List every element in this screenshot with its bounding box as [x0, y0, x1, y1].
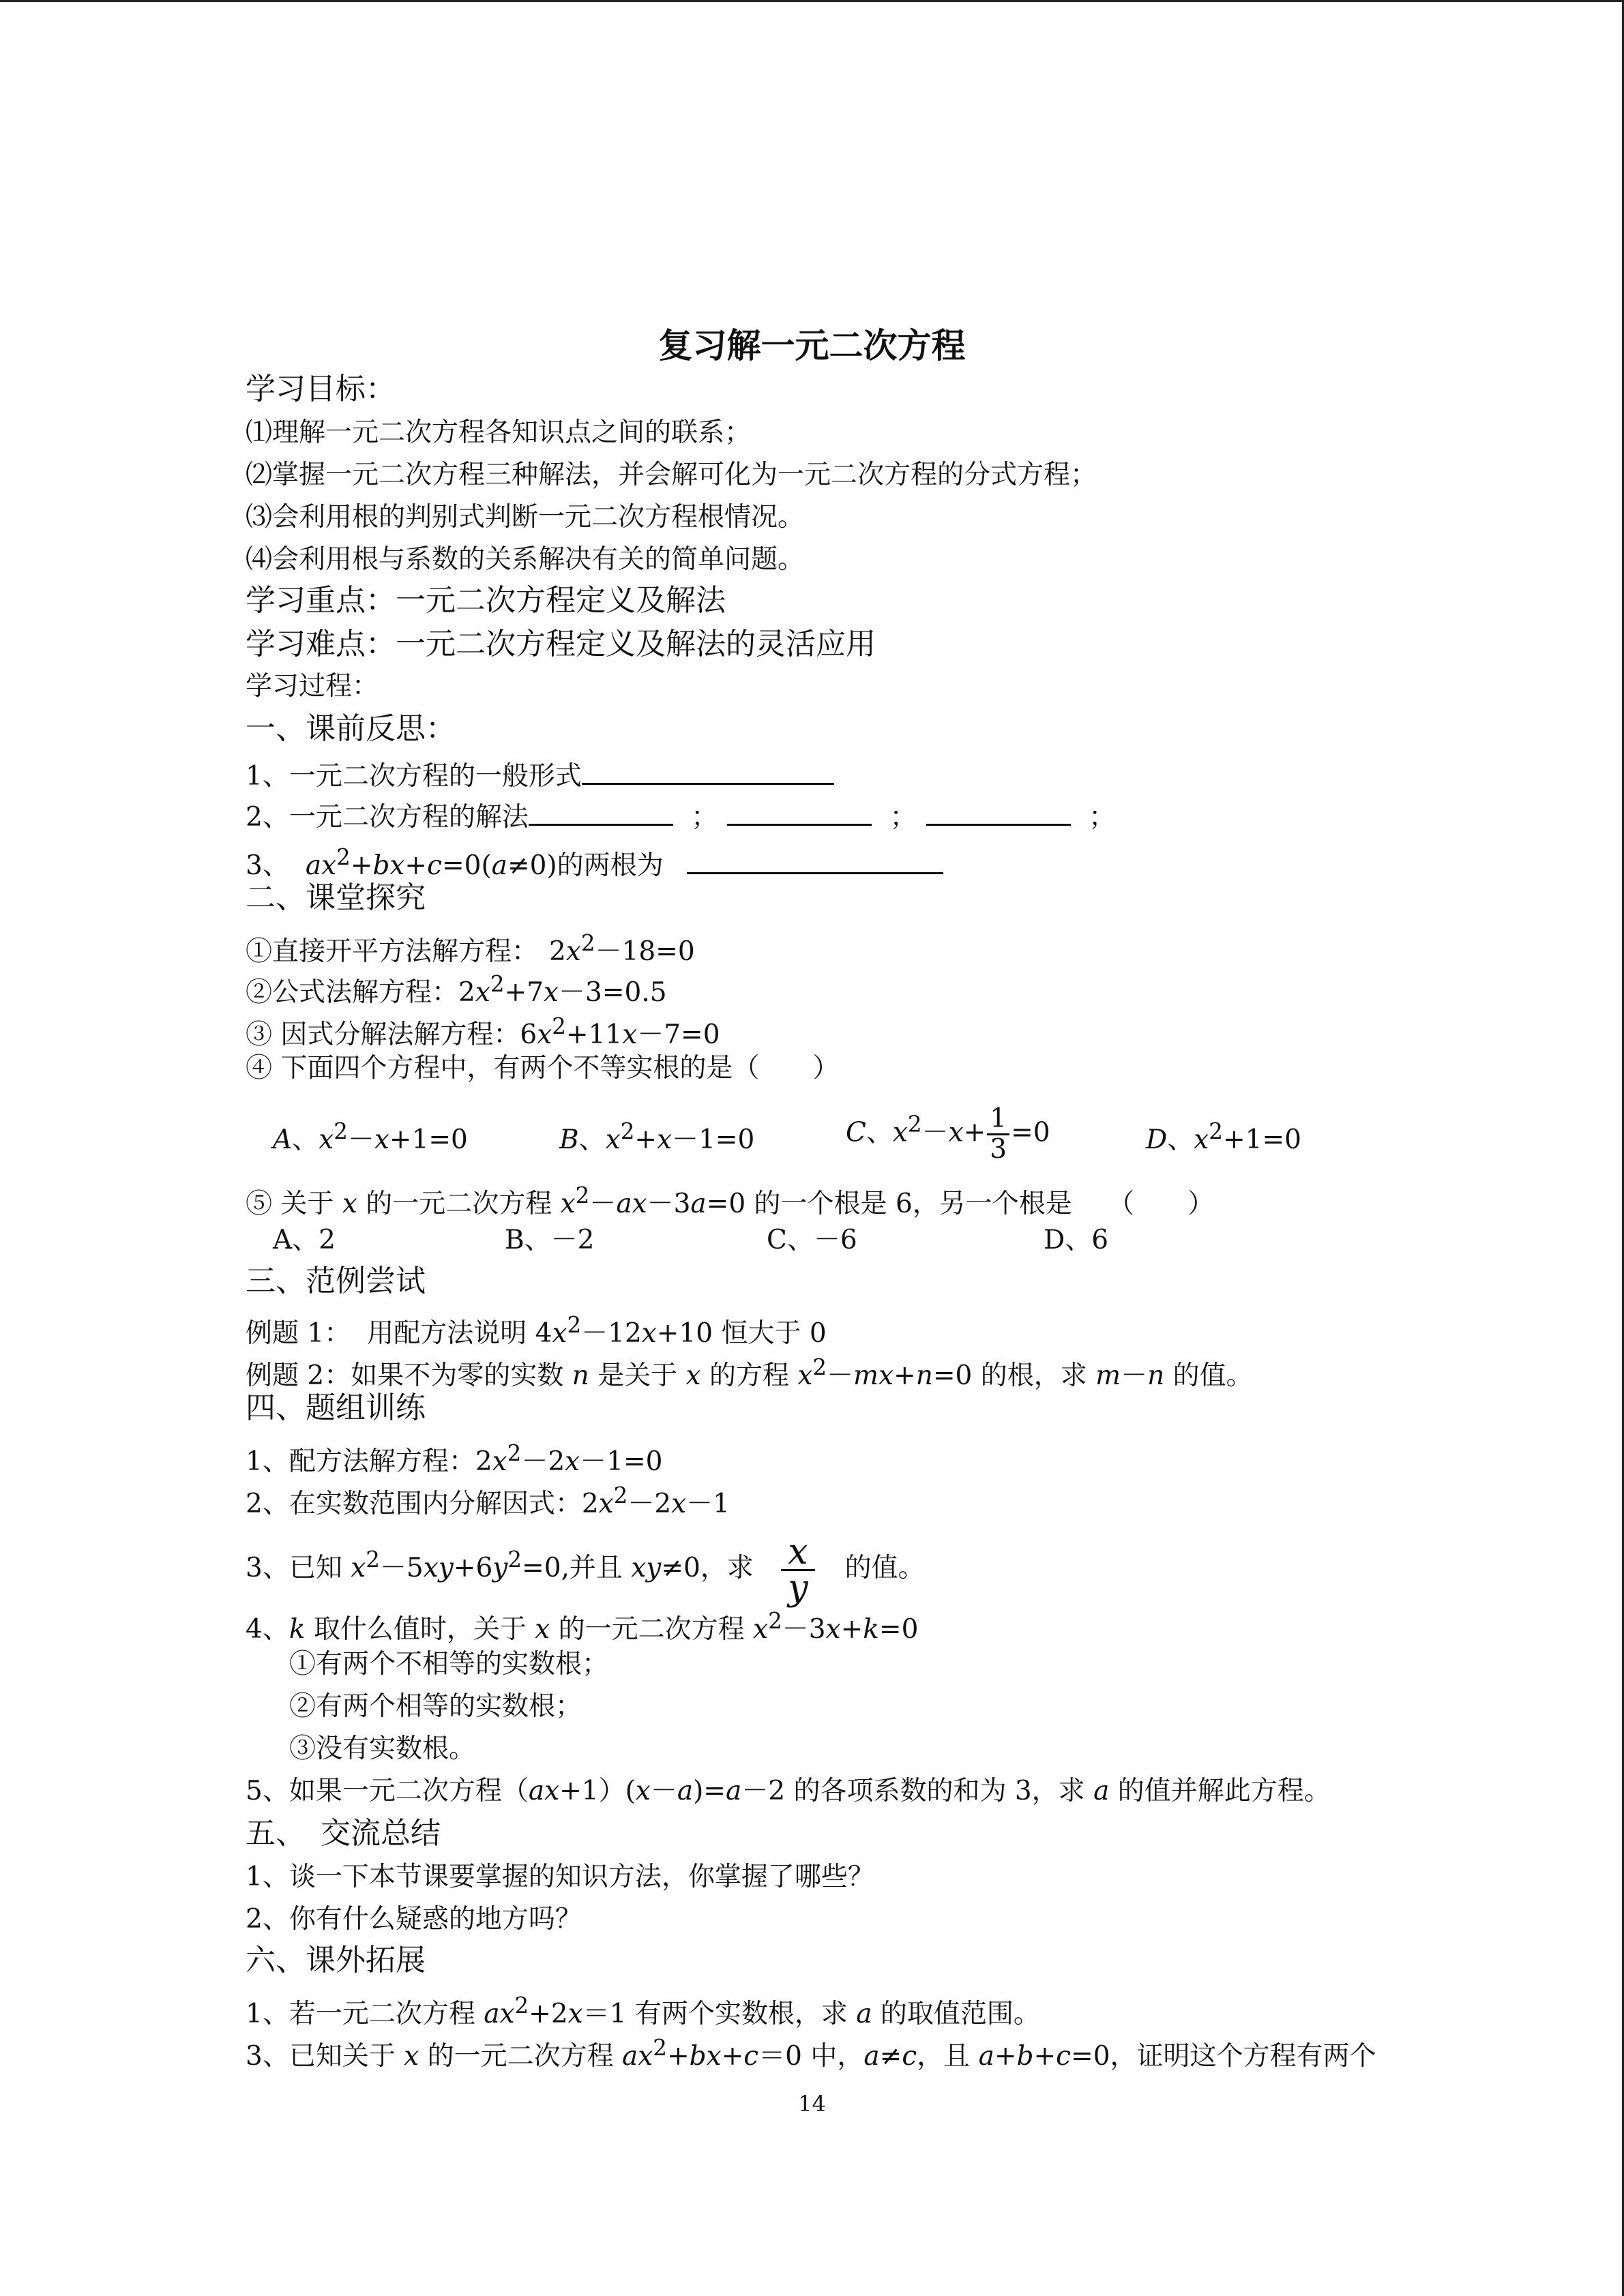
option-d: D、$x^2+1=0$	[1146, 1118, 1301, 1155]
s4-q4-sub-1: ①有两个不相等的实数根；	[289, 1649, 609, 1680]
s1-question-2: 2、一元二次方程的解法 ； ； ；	[246, 798, 1115, 835]
example-1: 例题 1： 用配方法说明 $4x^2-12x+10$ 恒大于 0	[246, 1312, 827, 1349]
x-over-y-fraction: $\frac{x}{y}$	[781, 1535, 814, 1605]
objectives-heading: 学习目标：	[246, 372, 396, 406]
section-2-heading: 二、课堂探究	[246, 880, 426, 915]
example-2: 例题 2：如果不为零的实数 n 是关于 x 的方程 $x^2-mx+n=0$ 的根，求 m－n 的值。	[246, 1354, 1253, 1391]
section-1-heading: 一、课前反思：	[246, 711, 456, 746]
s1-question-1: 1、一元二次方程的一般形式	[246, 757, 834, 794]
s2-question-2: ②公式法解方程：$2x^2+7x-3=0.5$	[246, 971, 667, 1008]
page-number: 14	[798, 2091, 826, 2117]
fraction: $\frac{1}{3}$	[987, 1105, 1009, 1164]
process-heading: 学习过程：	[246, 671, 379, 702]
section-5-heading: 五、 交流总结	[246, 1816, 441, 1851]
answer-blank[interactable]	[582, 757, 834, 785]
objective-4: ⑷会利用根与系数的关系解决有关的简单问题。	[246, 544, 805, 575]
s5-question-1: 1、谈一下本节课要掌握的知识方法，你掌握了哪些？	[246, 1862, 874, 1892]
s4-question-4: 4、k 取什么值时，关于 x 的一元二次方程 $x^2-3x+k=0$	[246, 1608, 919, 1645]
s6-question-3: 3、已知关于 x 的一元二次方程 $ax^2+bx+c=0$ 中，a≠c，且 a+b+c=0，证明这个方程有两个	[246, 2035, 1376, 2072]
s2-question-1: ①直接开平方法解方程： $2x^2-18=0$	[246, 930, 695, 967]
answer-blank[interactable]	[687, 846, 943, 874]
key-point: 学习重点：一元二次方程定义及解法	[246, 583, 726, 618]
s4-q4-sub-2: ②有两个相等的实数根；	[289, 1691, 582, 1722]
s2-question-4: ④ 下面四个方程中，有两个不等实根的是（ ）	[246, 1053, 840, 1084]
s4-q4-sub-3: ③没有实数根。	[289, 1733, 476, 1764]
answer-blank[interactable]	[727, 798, 872, 826]
page-border	[0, 0, 1624, 2]
objective-1: ⑴理解一元二次方程各知识点之间的联系；	[246, 417, 752, 448]
section-3-heading: 三、范例尝试	[246, 1264, 426, 1298]
s2-question-5: ⑤ 关于 x 的一元二次方程 $x^2-ax-3a=0$ 的一个根是 6，另一个根是 （ ）	[246, 1182, 1215, 1219]
section-4-heading: 四、题组训练	[246, 1390, 426, 1425]
s6-question-1: 1、若一元二次方程 $ax^2+2x=1$ 有两个实数根，求 a 的取值范围。	[246, 1993, 1040, 2029]
answer-blank[interactable]	[926, 798, 1071, 826]
s1-question-3: 3、 $ax^2+bx+c=0(a\ne 0)$的两根为	[246, 840, 943, 883]
section-6-heading: 六、课外拓展	[246, 1943, 426, 1978]
s2-question-3: ③ 因式分解法解方程：$6x^2+11x-7=0$	[246, 1013, 720, 1050]
q5-option-a: A、2	[273, 1225, 336, 1255]
objective-2: ⑵掌握一元二次方程三种解法，并会解可化为一元二次方程的分式方程；	[246, 460, 1097, 490]
option-a: A、$x^2-x+1=0$	[273, 1118, 468, 1155]
q5-option-d: D、6	[1044, 1225, 1109, 1255]
objective-3: ⑶会利用根的判别式判断一元二次方程根情况。	[246, 502, 805, 533]
s4-question-2: 2、在实数范围内分解因式：$2x^2-2x-1$	[246, 1482, 730, 1519]
s4-question-3: 3、已知 $x^2-5xy+6y^2=0$,并且 xy≠0，求 $\frac{x}{y}$ 的值。	[246, 1531, 925, 1609]
difficulty: 学习难点：一元二次方程定义及解法的灵活应用	[246, 627, 876, 661]
s4-question-1: 1、配方法解方程：$2x^2-2x-1=0$	[246, 1440, 663, 1477]
option-c: C、$x^2-x+$ $\frac{1}{3}$ =0	[846, 1103, 1050, 1165]
s5-question-2: 2、你有什么疑惑的地方吗？	[246, 1904, 582, 1935]
page-title: 复习解一元二次方程	[658, 325, 966, 366]
option-b: B、$x^2+x-1=0$	[559, 1118, 755, 1155]
answer-blank[interactable]	[529, 798, 673, 826]
s4-question-5: 5、如果一元二次方程（ax+1）(x－a)=a－2 的各项系数的和为 3，求 a 的值并解此方程。	[246, 1776, 1331, 1806]
q5-option-b: B、－2	[505, 1225, 595, 1255]
q5-option-c: C、－6	[767, 1225, 857, 1255]
